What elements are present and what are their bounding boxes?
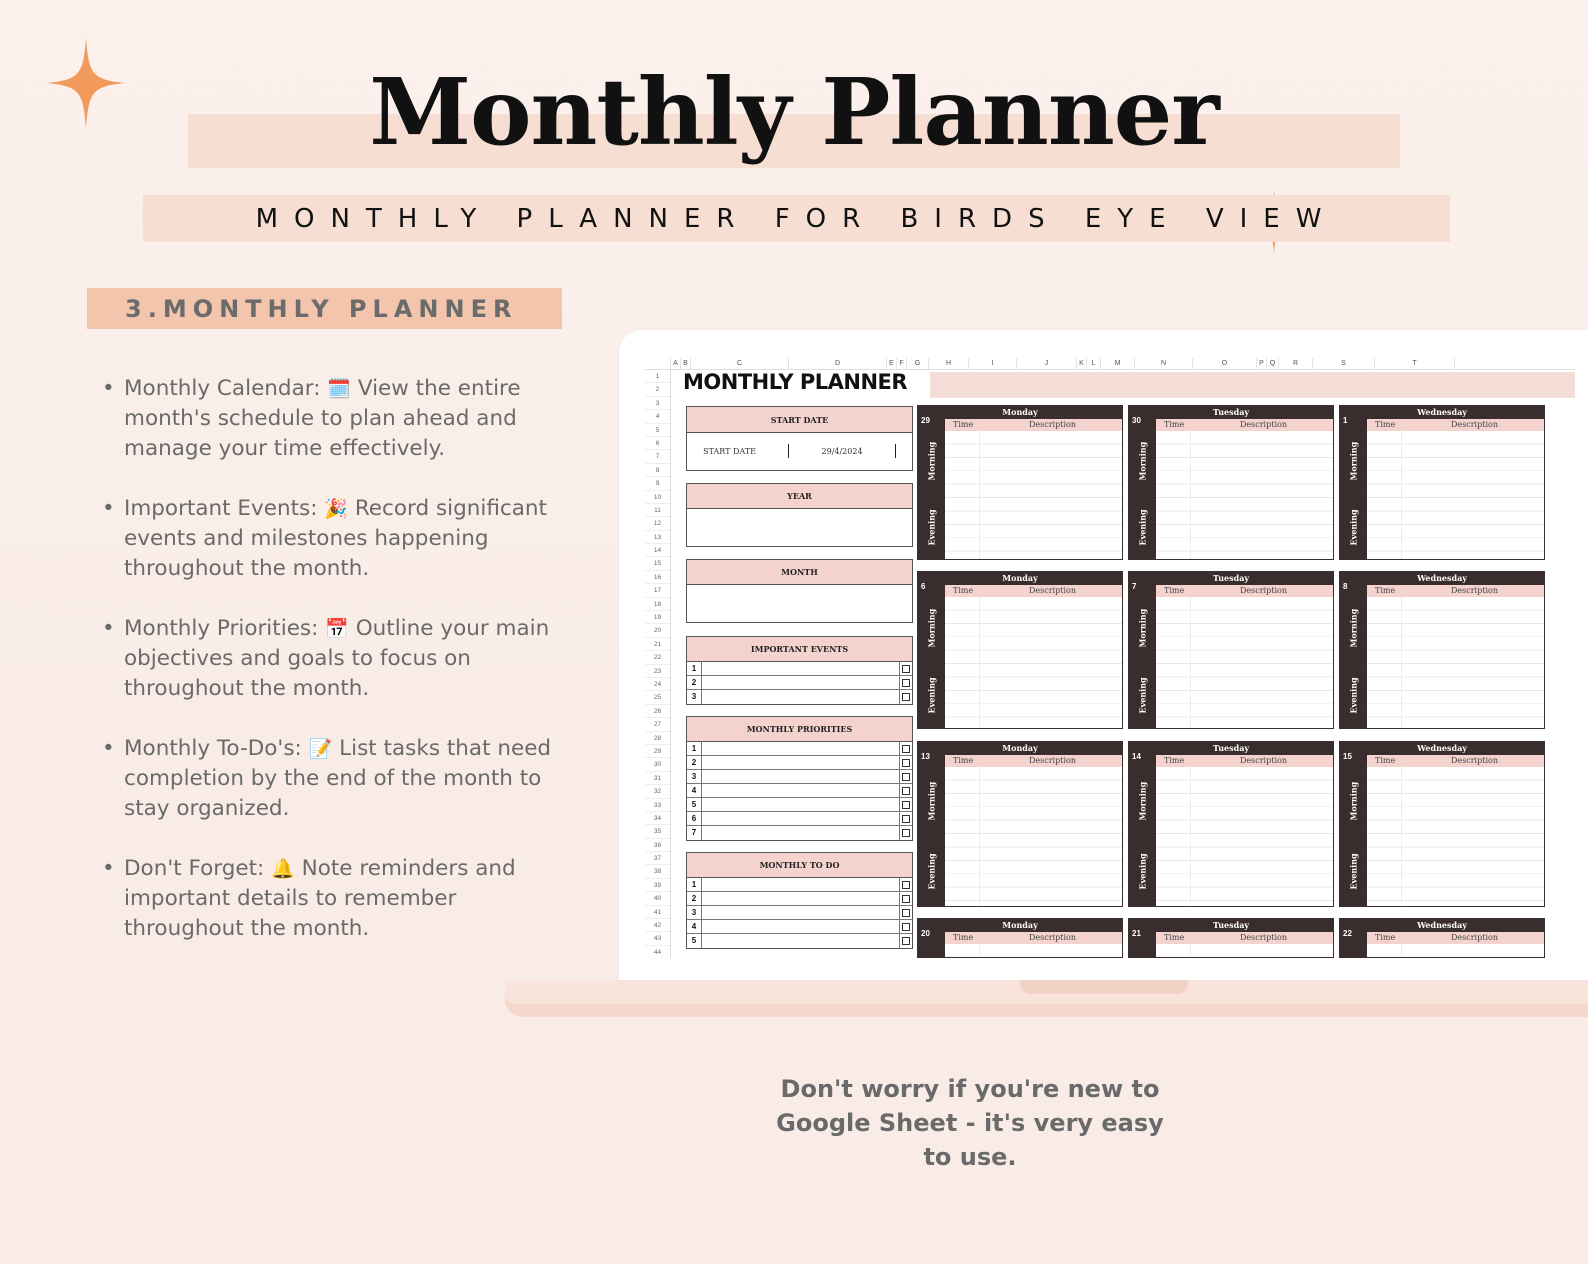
time-label: Time — [1375, 756, 1396, 765]
start-date-value[interactable]: 29/4/2024 — [821, 446, 863, 456]
cell-divider — [788, 444, 789, 458]
time-label: Time — [1164, 586, 1185, 595]
time-label: Time — [953, 586, 974, 595]
row-index: 3 — [687, 690, 702, 704]
day-subheader — [1367, 419, 1544, 431]
monthly-priorities-heading: MONTHLY PRIORITIES — [687, 717, 912, 742]
row-number[interactable]: 3 — [645, 397, 670, 410]
month-input-cell[interactable] — [687, 585, 912, 622]
checklist-input[interactable] — [702, 798, 900, 811]
day-name: Wednesday — [1340, 406, 1544, 419]
day-card[interactable] — [1339, 741, 1545, 907]
row-index: 2 — [687, 676, 702, 689]
column-header[interactable]: C — [691, 358, 789, 369]
checklist-row[interactable] — [687, 920, 912, 934]
start-date-heading: START DATE — [687, 407, 912, 433]
day-subheader — [945, 419, 1122, 431]
checklist-row[interactable] — [687, 812, 912, 826]
day-subheader — [1156, 419, 1333, 431]
evening-label: Evening — [1348, 677, 1359, 714]
footer-note: Don't worry if you're new to Google Sheet - it's very easy to use. — [776, 1075, 1164, 1171]
row-number[interactable]: 23 — [645, 665, 670, 678]
checkbox[interactable] — [900, 812, 912, 825]
row-index: 6 — [687, 812, 702, 825]
morning-label: Morning — [1348, 608, 1359, 648]
column-header[interactable]: M — [1101, 358, 1135, 369]
day-number: 15 — [1343, 752, 1352, 761]
evening-label: Evening — [1348, 509, 1359, 546]
day-entry-grid[interactable] — [1367, 944, 1544, 957]
day-entry-grid[interactable] — [1156, 431, 1333, 559]
description-label: Description — [1240, 420, 1287, 429]
grid-divider — [979, 944, 980, 957]
description-label: Description — [1451, 933, 1498, 942]
evening-label: Evening — [926, 677, 937, 714]
checkbox[interactable] — [900, 826, 912, 840]
row-index: 4 — [687, 784, 702, 797]
column-header[interactable]: K — [1077, 358, 1087, 369]
checklist-input[interactable] — [702, 826, 900, 840]
row-number[interactable]: 32 — [645, 785, 670, 798]
feature-name: Don't Forget: — [124, 856, 265, 881]
morning-label: Morning — [1137, 781, 1148, 821]
column-header[interactable]: S — [1313, 358, 1375, 369]
evening-label: Evening — [1137, 853, 1148, 890]
day-number: 21 — [1132, 929, 1141, 938]
day-name: Wednesday — [1340, 919, 1544, 932]
list-item — [102, 734, 572, 824]
feature-name: Monthly To-Do's: — [124, 736, 302, 761]
row-number[interactable]: 4 — [645, 410, 670, 423]
checkbox[interactable] — [900, 756, 912, 769]
row-number[interactable]: 28 — [645, 732, 670, 745]
row-index: 3 — [687, 906, 702, 919]
day-card[interactable] — [1128, 405, 1334, 560]
row-number[interactable]: 39 — [645, 879, 670, 892]
checkbox[interactable] — [900, 798, 912, 811]
time-label: Time — [1164, 420, 1185, 429]
day-name: Monday — [918, 572, 1122, 585]
day-entry-grid[interactable] — [945, 767, 1122, 906]
time-label: Time — [953, 933, 974, 942]
row-number[interactable]: 18 — [645, 598, 670, 611]
day-card[interactable] — [917, 741, 1123, 907]
row-number[interactable]: 11 — [645, 504, 670, 517]
row-number[interactable]: 5 — [645, 424, 670, 437]
column-header[interactable]: H — [929, 358, 969, 369]
checkbox[interactable] — [900, 892, 912, 905]
evening-label: Evening — [1137, 677, 1148, 714]
day-entry-grid[interactable] — [1156, 944, 1333, 957]
day-number: 7 — [1132, 582, 1137, 591]
row-number[interactable]: 21 — [645, 638, 670, 651]
row-number[interactable]: 31 — [645, 772, 670, 785]
grid-divider — [979, 431, 980, 559]
day-number: 29 — [921, 416, 930, 425]
day-number: 1 — [1343, 416, 1348, 425]
day-name: Tuesday — [1129, 919, 1333, 932]
day-card[interactable] — [1128, 571, 1334, 729]
bell-icon: 🔔 — [271, 858, 295, 880]
cell-divider — [895, 444, 896, 458]
column-header-corner — [645, 358, 671, 369]
calendar-icon: 🗓️ — [327, 378, 351, 400]
column-header[interactable]: A — [671, 358, 681, 369]
day-subheader — [1367, 932, 1544, 944]
grid-divider — [979, 597, 980, 728]
description-label: Description — [1451, 586, 1498, 595]
checklist-row[interactable] — [687, 742, 912, 756]
row-number[interactable]: 9 — [645, 477, 670, 490]
row-index: 4 — [687, 920, 702, 933]
grid-divider — [979, 767, 980, 906]
evening-label: Evening — [1348, 853, 1359, 890]
day-subheader — [1156, 755, 1333, 767]
checklist-row[interactable] — [687, 798, 912, 812]
year-panel — [686, 483, 913, 547]
checklist-input[interactable] — [702, 690, 900, 704]
day-entry-grid[interactable] — [945, 597, 1122, 728]
time-label: Time — [953, 420, 974, 429]
row-number[interactable]: 29 — [645, 745, 670, 758]
row-number[interactable]: 16 — [645, 571, 670, 584]
checkbox[interactable] — [900, 662, 912, 675]
checklist-input[interactable] — [702, 906, 900, 919]
day-number: 8 — [1343, 582, 1348, 591]
feature-list — [102, 374, 572, 974]
day-name: Tuesday — [1129, 572, 1333, 585]
row-number[interactable]: 7 — [645, 450, 670, 463]
column-header[interactable]: N — [1135, 358, 1193, 369]
column-header[interactable]: P — [1257, 358, 1267, 369]
row-number[interactable]: 34 — [645, 812, 670, 825]
time-label: Time — [1375, 420, 1396, 429]
evening-label: Evening — [926, 509, 937, 546]
day-number: 30 — [1132, 416, 1141, 425]
row-number[interactable]: 10 — [645, 491, 670, 504]
morning-label: Morning — [926, 781, 937, 821]
description-label: Description — [1451, 420, 1498, 429]
feature-text: View the entire month's schedule to plan ahead and manage your time effectively. — [124, 376, 521, 461]
list-item — [102, 374, 572, 464]
row-number[interactable]: 25 — [645, 691, 670, 704]
memo-icon: 📝 — [308, 738, 333, 760]
day-card[interactable] — [1339, 405, 1545, 560]
day-subheader — [1367, 585, 1544, 597]
day-entry-grid[interactable] — [1367, 597, 1544, 728]
monthly-todo-panel — [686, 852, 913, 949]
checklist-row[interactable] — [687, 934, 912, 948]
subtitle-banner — [143, 195, 1450, 242]
day-name: Tuesday — [1129, 406, 1333, 419]
section-label: 3.MONTHLY PLANNER — [87, 288, 562, 329]
row-number[interactable]: 44 — [645, 946, 670, 958]
page-title: Monthly Planner — [369, 58, 1219, 166]
row-number[interactable]: 43 — [645, 932, 670, 945]
row-number[interactable]: 20 — [645, 624, 670, 637]
checkbox[interactable] — [900, 690, 912, 704]
evening-label: Evening — [926, 853, 937, 890]
row-number[interactable]: 36 — [645, 839, 670, 852]
feature-text: Outline your main objectives and goals to focus on throughout the month. — [124, 616, 550, 701]
time-label: Time — [1375, 933, 1396, 942]
subtitle: MONTHLY PLANNER FOR BIRDS EYE VIEW — [255, 203, 1338, 234]
feature-name: Monthly Calendar: — [124, 376, 321, 401]
day-card[interactable] — [1128, 918, 1334, 958]
row-number[interactable]: 15 — [645, 557, 670, 570]
row-index: 5 — [687, 798, 702, 811]
day-name: Monday — [918, 742, 1122, 755]
checklist-row[interactable] — [687, 892, 912, 906]
morning-label: Morning — [926, 441, 937, 481]
checklist-row[interactable] — [687, 906, 912, 920]
grid-divider — [1401, 431, 1402, 559]
day-entry-grid[interactable] — [1156, 767, 1333, 906]
list-item — [102, 614, 572, 704]
description-label: Description — [1029, 586, 1076, 595]
row-index: 5 — [687, 934, 702, 948]
row-index: 2 — [687, 756, 702, 769]
evening-label: Evening — [1137, 509, 1148, 546]
description-label: Description — [1029, 420, 1076, 429]
day-entry-grid[interactable] — [1367, 431, 1544, 559]
checklist-input[interactable] — [702, 662, 900, 675]
row-number[interactable]: 12 — [645, 517, 670, 530]
column-header-row — [645, 358, 1575, 370]
morning-label: Morning — [1137, 441, 1148, 481]
monthly-priorities-panel — [686, 716, 913, 841]
row-number[interactable]: 27 — [645, 718, 670, 731]
day-number: 13 — [921, 752, 930, 761]
grid-divider — [1190, 431, 1191, 559]
day-name: Monday — [918, 919, 1122, 932]
day-subheader — [945, 755, 1122, 767]
day-name: Wednesday — [1340, 742, 1544, 755]
checklist-input[interactable] — [702, 920, 900, 933]
row-index: 1 — [687, 662, 702, 675]
grid-divider — [1190, 597, 1191, 728]
row-number[interactable]: 14 — [645, 544, 670, 557]
description-label: Description — [1029, 933, 1076, 942]
checklist-input[interactable] — [702, 676, 900, 689]
day-card[interactable] — [917, 405, 1123, 560]
grid-divider — [1401, 767, 1402, 906]
row-number[interactable]: 24 — [645, 678, 670, 691]
row-index: 7 — [687, 826, 702, 840]
day-entry-grid[interactable] — [945, 944, 1122, 957]
checklist-input[interactable] — [702, 770, 900, 783]
column-header[interactable]: O — [1193, 358, 1257, 369]
checkbox[interactable] — [900, 784, 912, 797]
feature-text: Note reminders and important details to remember throughout the month. — [124, 856, 516, 941]
party-popper-icon: 🎉 — [324, 498, 348, 520]
description-label: Description — [1451, 756, 1498, 765]
day-card[interactable] — [1339, 571, 1545, 729]
row-index: 2 — [687, 892, 702, 905]
row-number[interactable]: 8 — [645, 464, 670, 477]
checklist-input[interactable] — [702, 756, 900, 769]
day-subheader — [1367, 755, 1544, 767]
description-label: Description — [1240, 756, 1287, 765]
laptop-notch — [1020, 980, 1188, 994]
grid-divider — [1401, 597, 1402, 728]
year-input-cell[interactable] — [687, 509, 912, 546]
row-number[interactable]: 37 — [645, 852, 670, 865]
day-number: 6 — [921, 582, 926, 591]
row-number[interactable]: 35 — [645, 825, 670, 838]
monthly-todo-heading: MONTHLY TO DO — [687, 853, 912, 878]
checklist-input[interactable] — [702, 878, 900, 891]
morning-label: Morning — [1348, 441, 1359, 481]
day-name: Wednesday — [1340, 572, 1544, 585]
row-number[interactable]: 33 — [645, 799, 670, 812]
day-number: 14 — [1132, 752, 1141, 761]
day-subheader — [945, 585, 1122, 597]
row-number[interactable]: 26 — [645, 705, 670, 718]
day-card[interactable] — [1339, 918, 1545, 958]
checklist-row[interactable] — [687, 662, 912, 676]
grid-divider — [1401, 944, 1402, 957]
month-heading: MONTH — [687, 560, 912, 585]
checkbox[interactable] — [900, 742, 912, 755]
column-header[interactable]: E — [887, 358, 897, 369]
list-item — [102, 854, 572, 944]
sheet-title-band — [930, 372, 1575, 398]
checklist-row[interactable] — [687, 878, 912, 892]
checkbox[interactable] — [900, 878, 912, 891]
time-label: Time — [1164, 933, 1185, 942]
day-entry-grid[interactable] — [945, 431, 1122, 559]
checkbox[interactable] — [900, 770, 912, 783]
morning-label: Morning — [1348, 781, 1359, 821]
column-header[interactable]: D — [789, 358, 887, 369]
column-header[interactable]: L — [1087, 358, 1101, 369]
morning-label: Morning — [1137, 608, 1148, 648]
feature-text: Record significant events and milestones happening throughout the month. — [124, 496, 547, 581]
checklist-input[interactable] — [702, 892, 900, 905]
description-label: Description — [1240, 586, 1287, 595]
checklist-row[interactable] — [687, 756, 912, 770]
checkbox[interactable] — [900, 934, 912, 948]
column-header[interactable]: F — [897, 358, 907, 369]
row-number[interactable]: 41 — [645, 906, 670, 919]
row-number[interactable]: 6 — [645, 437, 670, 450]
year-heading: YEAR — [687, 484, 912, 509]
important-events-heading: IMPORTANT EVENTS — [687, 637, 912, 662]
checkbox[interactable] — [900, 920, 912, 933]
checklist-input[interactable] — [702, 784, 900, 797]
column-header[interactable]: I — [969, 358, 1017, 369]
day-subheader — [945, 932, 1122, 944]
description-label: Description — [1240, 933, 1287, 942]
date-icon: 📅 — [325, 618, 349, 640]
checkbox[interactable] — [900, 676, 912, 689]
list-item — [102, 494, 572, 584]
day-subheader — [1156, 932, 1333, 944]
grid-divider — [1190, 944, 1191, 957]
row-index: 1 — [687, 742, 702, 755]
time-label: Time — [1164, 756, 1185, 765]
checklist-row[interactable] — [687, 690, 912, 704]
important-events-panel — [686, 636, 913, 705]
row-number[interactable]: 40 — [645, 892, 670, 905]
time-label: Time — [953, 756, 974, 765]
day-entry-grid[interactable] — [1367, 767, 1544, 906]
checkbox[interactable] — [900, 906, 912, 919]
column-header[interactable]: T — [1375, 358, 1455, 369]
checklist-row[interactable] — [687, 784, 912, 798]
row-number[interactable]: 1 — [645, 370, 670, 383]
column-header[interactable]: J — [1017, 358, 1077, 369]
column-header[interactable]: G — [907, 358, 929, 369]
day-number: 20 — [921, 929, 930, 938]
day-name: Monday — [918, 406, 1122, 419]
row-number[interactable]: 17 — [645, 584, 670, 597]
column-header[interactable]: Q — [1267, 358, 1279, 369]
day-entry-grid[interactable] — [1156, 597, 1333, 728]
checklist-row[interactable] — [687, 770, 912, 784]
row-number[interactable]: 13 — [645, 531, 670, 544]
row-number[interactable]: 19 — [645, 611, 670, 624]
month-panel — [686, 559, 913, 623]
feature-name: Important Events: — [124, 496, 318, 521]
spreadsheet-preview — [645, 358, 1575, 958]
morning-label: Morning — [926, 608, 937, 648]
checklist-row[interactable] — [687, 676, 912, 690]
grid-divider — [1190, 767, 1191, 906]
feature-text: List tasks that need completion by the end of the month to stay organized. — [124, 736, 552, 821]
row-number[interactable]: 22 — [645, 651, 670, 664]
row-number[interactable]: 38 — [645, 865, 670, 878]
description-label: Description — [1029, 756, 1076, 765]
start-date-label: START DATE — [703, 446, 756, 456]
column-header[interactable]: R — [1279, 358, 1313, 369]
feature-name: Monthly Priorities: — [124, 616, 319, 641]
checklist-row[interactable] — [687, 826, 912, 840]
sheet-title: MONTHLY PLANNER — [683, 370, 908, 394]
time-label: Time — [1375, 586, 1396, 595]
row-number[interactable]: 42 — [645, 919, 670, 932]
day-card[interactable] — [1128, 741, 1334, 907]
checklist-input[interactable] — [702, 742, 900, 755]
day-card[interactable] — [917, 918, 1123, 958]
day-card[interactable] — [917, 571, 1123, 729]
day-name: Tuesday — [1129, 742, 1333, 755]
row-index: 1 — [687, 878, 702, 891]
row-index: 3 — [687, 770, 702, 783]
row-number[interactable]: 30 — [645, 758, 670, 771]
checklist-input[interactable] — [702, 812, 900, 825]
day-subheader — [1156, 585, 1333, 597]
row-number[interactable]: 2 — [645, 383, 670, 396]
column-header[interactable]: B — [681, 358, 691, 369]
checklist-input[interactable] — [702, 934, 900, 948]
row-number-column — [645, 370, 671, 958]
start-date-panel — [686, 406, 913, 471]
day-number: 22 — [1343, 929, 1352, 938]
